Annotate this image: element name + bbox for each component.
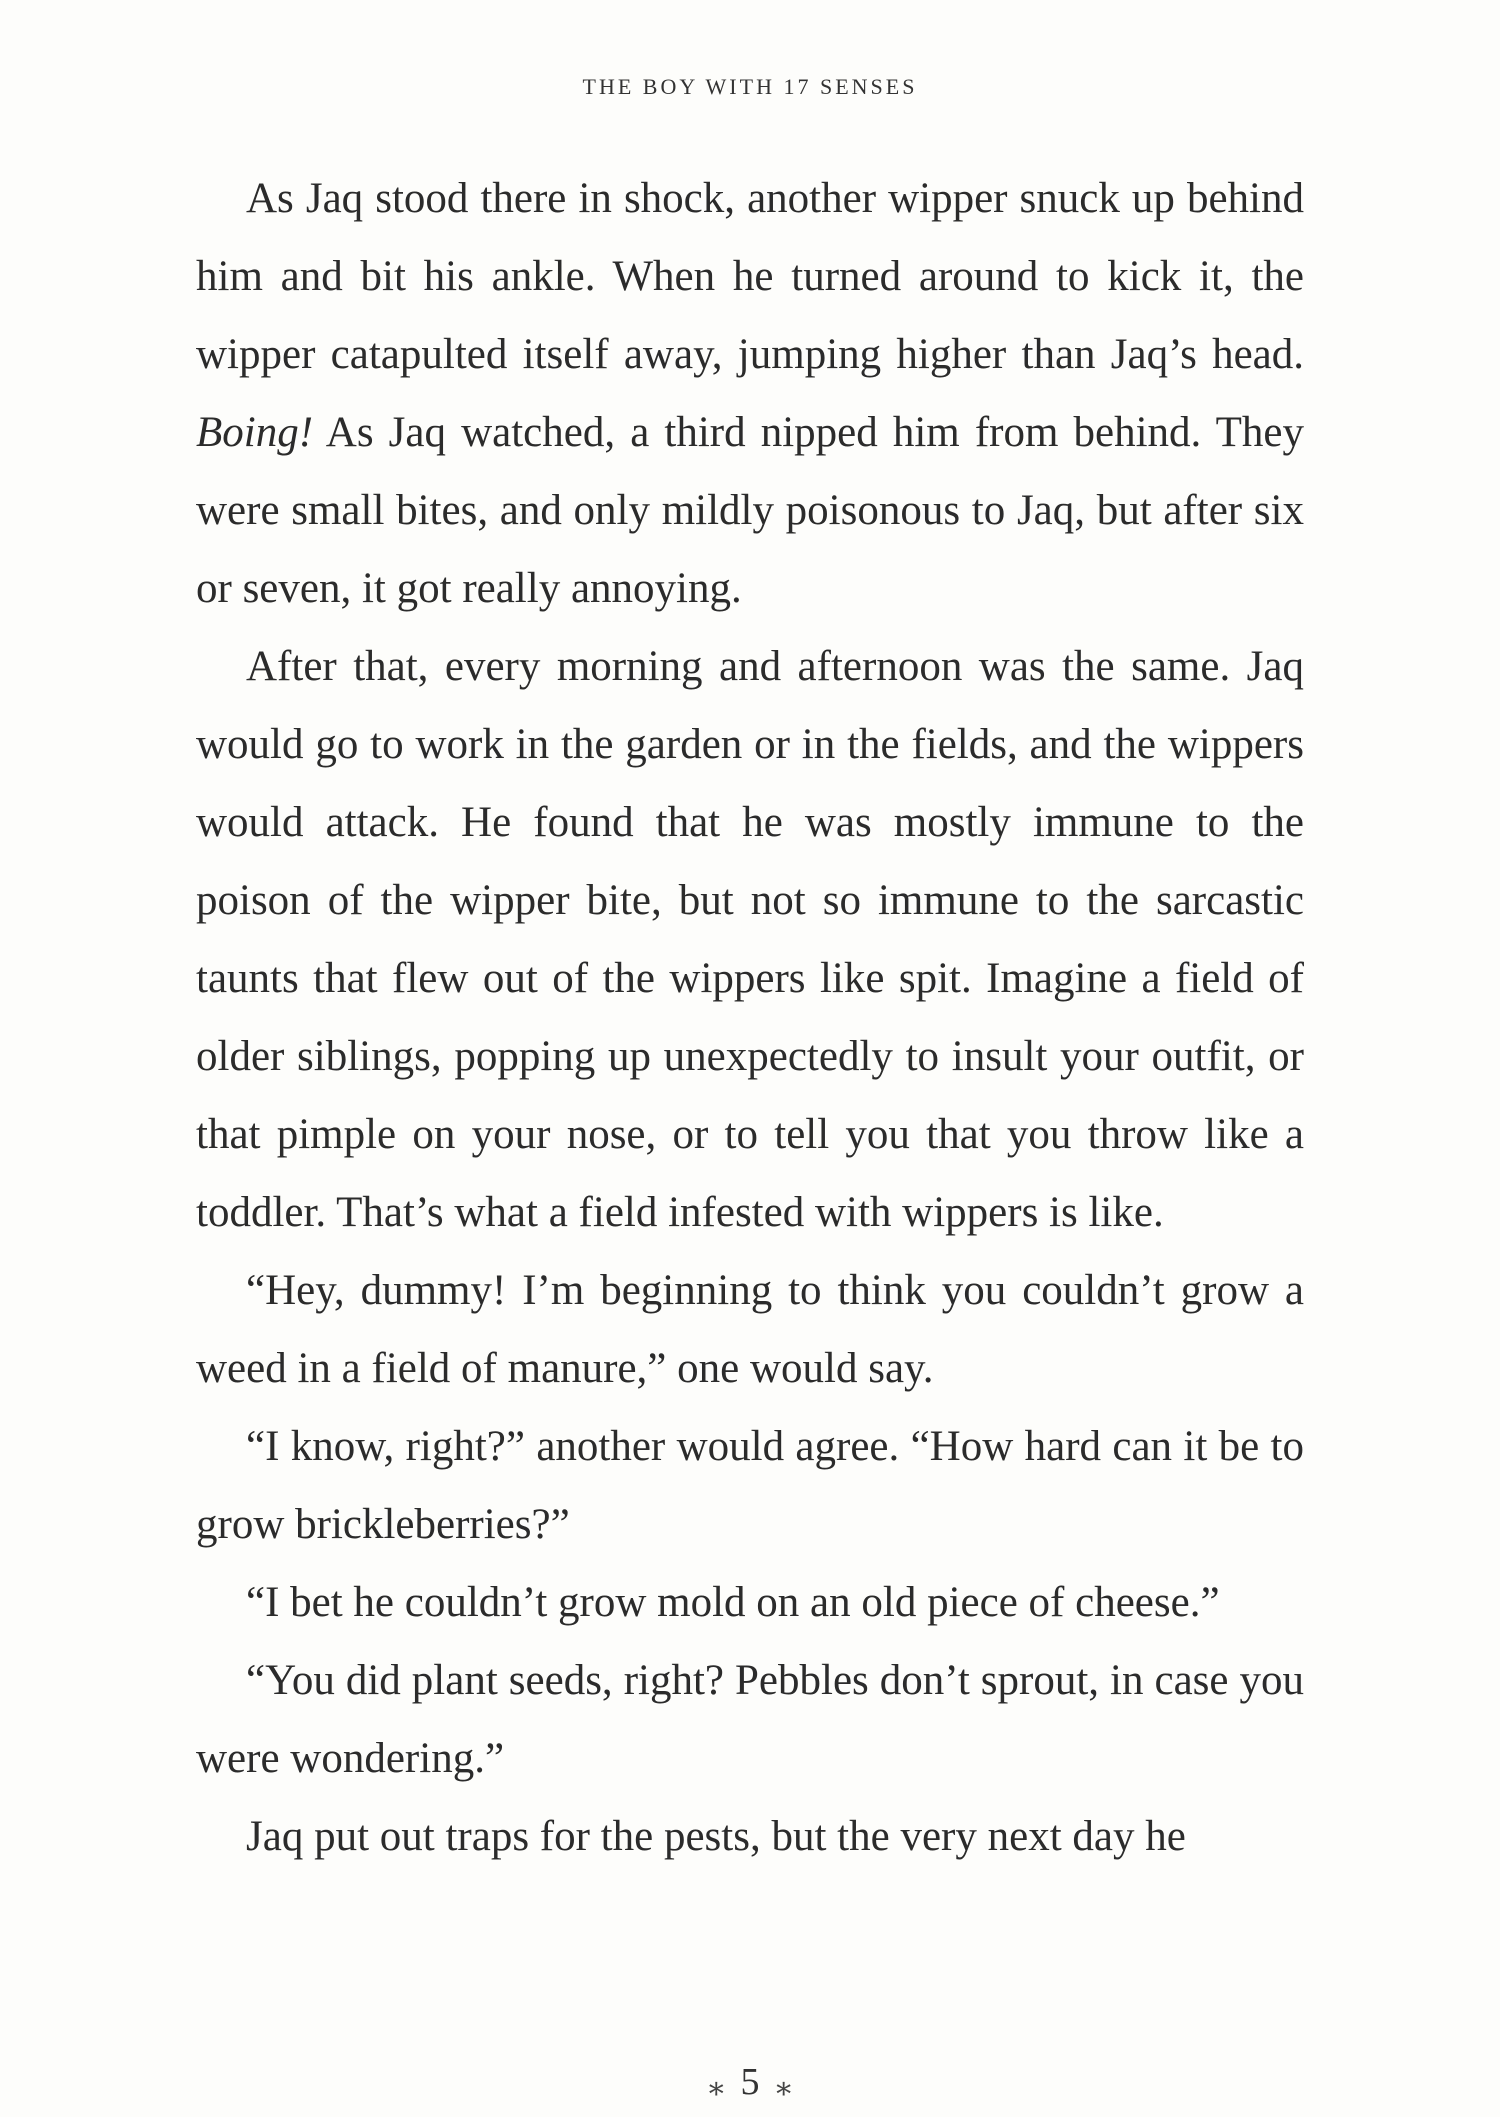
body-text bbox=[196, 160, 1304, 1876]
paragraph-1-part-b: As Jaq watched, a third nipped him from behind. They were small bites, and only mildly poisonous to Jaq, but after six or seven, it got really annoying. bbox=[196, 409, 1304, 612]
running-head: THE BOY WITH 17 SENSES bbox=[582, 74, 918, 99]
paragraph-6: “You did plant seeds, right? Pebbles don’t sprout, in case you were wondering.” bbox=[196, 1657, 1304, 1782]
star-ornament-icon: ∗ bbox=[706, 2072, 727, 2105]
paragraph-7: Jaq put out traps for the pests, but the very next day he bbox=[246, 1813, 1186, 1860]
paragraph-4: “I know, right?” another would agree. “How hard can it be to grow brickleberries?” bbox=[196, 1423, 1304, 1548]
paragraph-1-emphasis: Boing! bbox=[196, 409, 314, 456]
paragraph-1-part-a: As Jaq stood there in shock, another wipper snuck up behind him and bit his ankle. When he turned around to kick it, the wipper catapulted itself away, jumping higher than Jaq’s head. bbox=[196, 175, 1304, 378]
star-ornament-icon: ∗ bbox=[773, 2072, 794, 2105]
paragraph-1 bbox=[196, 160, 1304, 628]
paragraph-2: After that, every morning and afternoon was the same. Jaq would go to work in the garden or in the fields, and the wippers would attack. He found that he was mostly immune to the poison of the wipper bite, but not so immune to the sarcastic taunts that flew out of the wippers like spit. Imagine a field of older siblings, popping up unexpectedly to insult your outfit, or that pimple on your nose, or to tell you that you throw like a toddler. That’s what a field infested with wippers is like. bbox=[196, 643, 1304, 1236]
page-footer bbox=[0, 2060, 1500, 2104]
paragraph-3: “Hey, dummy! I’m beginning to think you couldn’t grow a weed in a field of manure,” one would say. bbox=[196, 1267, 1304, 1392]
paragraph-5: “I bet he couldn’t grow mold on an old piece of cheese.” bbox=[246, 1579, 1220, 1626]
page-number: 5 bbox=[740, 2061, 760, 2103]
